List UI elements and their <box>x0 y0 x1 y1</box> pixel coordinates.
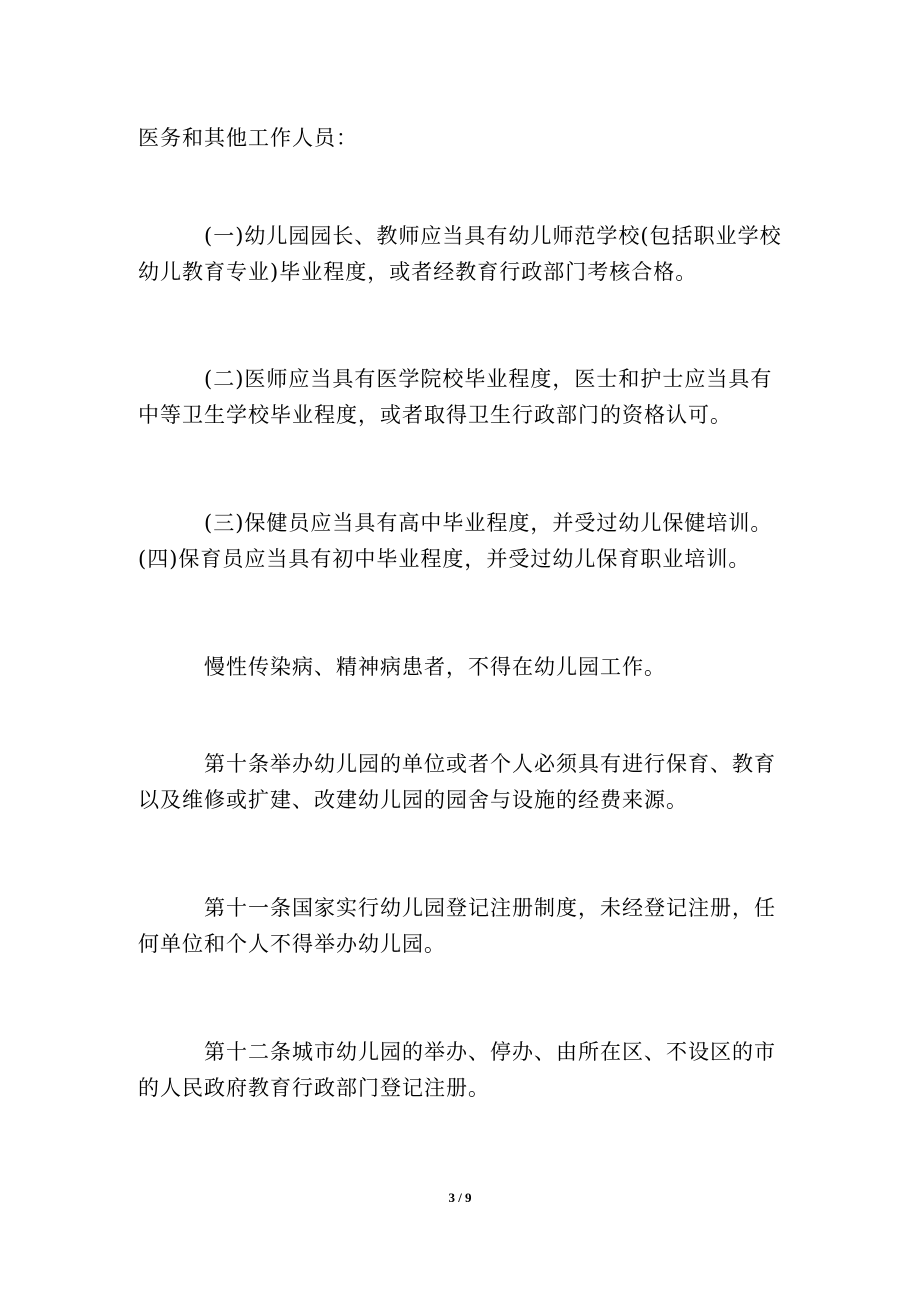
paragraph-item-2: (二)医师应当具有医学院校毕业程度，医士和护士应当具有中等卫生学校毕业程度，或者取得卫生行政部门的资格认可。 <box>138 367 773 427</box>
page-number: 3 / 9 <box>448 1190 472 1205</box>
paragraph-item-1: (一)幼儿园园长、教师应当具有幼儿师范学校(包括职业学校幼儿教育专业)毕业程度，或者经教育行政部门考核合格。 <box>138 224 782 284</box>
paragraph-item-3-4: (三)保健员应当具有高中毕业程度，并受过幼儿保健培训。(四)保育员应当具有初中毕业程度，并受过幼儿保育职业培训。 <box>138 511 773 571</box>
paragraph-article-10: 第十条举办幼儿园的单位或者个人必须具有进行保育、教育以及维修或扩建、改建幼儿园的园舍与设施的经费来源。 <box>138 752 776 812</box>
paragraph-article-12: 第十二条城市幼儿园的举办、停办、由所在区、不设区的市的人民政府教育行政部门登记注册。 <box>138 1040 776 1100</box>
paragraph-health-restriction: 慢性传染病、精神病患者，不得在幼儿园工作。 <box>204 655 666 679</box>
paragraph-continuation: 医务和其他工作人员： <box>138 126 358 150</box>
paragraph-article-11: 第十一条国家实行幼儿园登记注册制度，未经登记注册，任何单位和个人不得举办幼儿园。 <box>138 896 776 956</box>
